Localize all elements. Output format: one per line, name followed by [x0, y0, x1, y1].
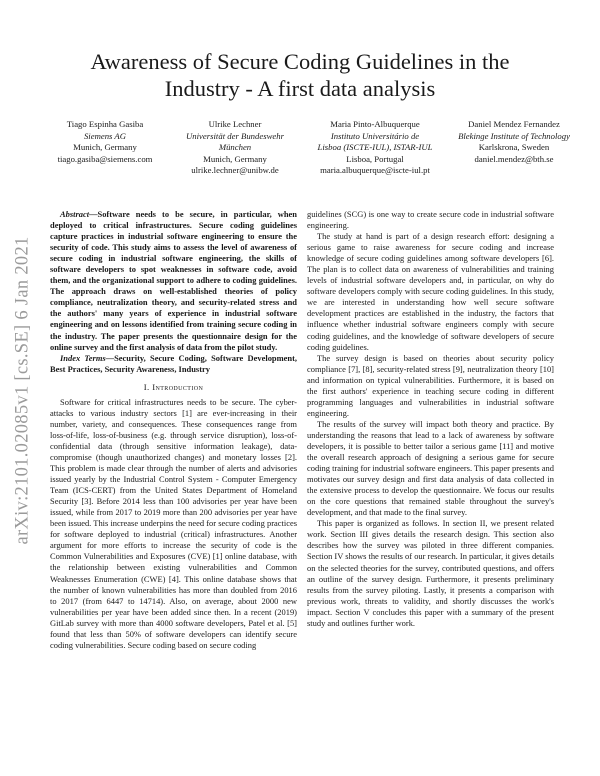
- section-heading: [50, 382, 297, 393]
- author-name: Maria Pinto-Albuquerque: [330, 119, 420, 129]
- paragraph: The results of the survey will impact both theory and practice. By understanding the reasons that lead to a lack of awareness by software developers, it is possible to better tailor a serious game [11] and motive the overall research approach of designing a serious game for secure coding training for industrial software engineers. This paper presents and motivates our survey design and first data analysis of data collected in the extensive process to develop the questionnaire. We focus our results on the core questions that remained stable throughout the survey's development, and that made to the final survey.: [307, 418, 554, 518]
- author-1: [40, 119, 170, 165]
- author-affiliation: Universität der Bundeswehr: [186, 130, 284, 141]
- section-number: I.: [143, 381, 150, 392]
- paper-title: Awareness of Secure Coding Guidelines in the Industry - A first data analysis: [90, 49, 510, 101]
- abstract-label: Abstract: [60, 209, 90, 219]
- author-name: Tiago Espinha Gasiba: [66, 119, 144, 129]
- author-3: [305, 119, 445, 177]
- author-affiliation: Siemens AG: [83, 130, 127, 141]
- author-2: [170, 119, 300, 177]
- right-column: [307, 209, 554, 629]
- author-location: Karlskrona, Sweden: [478, 142, 550, 153]
- author-affiliation: Instituto Universitário de: [330, 130, 420, 141]
- index-terms-label: Index Terms: [60, 352, 106, 363]
- author-email: tiago.gasiba@siemens.com: [57, 153, 153, 164]
- author-email: ulrike.lechner@unibw.de: [191, 165, 279, 176]
- paragraph: The survey design is based on theories about security policy compliance [7], [8], security-related stress [9], neutralization theory [10] and information on typical vulnerabilities. Furthermore, it is based on the first authors' experience in teaching secure coding in different programming languages and vulnerabilities in industrial software engineering.: [307, 352, 554, 418]
- paragraph: Software for critical infrastructures needs to be secure. The cyber-attacks to various industry sectors [1] are ever-increasing in their number, variety, and consequences. These consequences range from loss-of-life, loss-of-business (e.g. through service disruption), loss-of-confidential data (through sensitive information leakage), data-compromise (though unauthorized changes) and monetary losses [2]. This problem is made clear through the number of alerts and advisories issued yearly by the Industrial Control System - Computer Emergency Team (ICS-CERT) from the United States Department of Homeland Security [3]. Before 2014 less than 100 advisories per year have been issued, while from 2017 to 2019 more than 200 advisories per year have been issued. This increase underpins the need for secure coding practices for software deployed to industrial (critical) infrastructures. Another argument for more efforts to increase the security of code is the Common Vulnerabilities and Exposures (CVE) [1] online database, with the relationship between existing vulnerabilities and Common Weaknesses Enumeration (CWE) [4]. This online database shows that the number of known vulnerabilities has more than doubled from 2016 to 2017 (from 6447 to 14714). Also, on average, about 2000 new vulnerabilities per year have been added since then. In a recent (2019) GitLab survey with more than 4000 software developers, Patel et al. [5] found that less than 50% of software developers can identify secure coding vulnerabilities. Secure coding based on secure coding: [50, 396, 297, 650]
- author-affiliation: Blekinge Institute of Technology: [458, 130, 570, 141]
- author-email: daniel.mendez@bth.se: [474, 153, 554, 164]
- author-location: Munich, Germany: [203, 153, 267, 164]
- abstract: [50, 209, 297, 353]
- author-name: Ulrike Lechner: [208, 119, 262, 129]
- author-email: maria.albuquerque@iscte-iul.pt: [320, 165, 430, 176]
- author-affiliation-line2: München: [218, 142, 252, 153]
- index-terms: [50, 353, 297, 375]
- index-terms-text: —Security, Secure Coding, Software Development, Best Practices, Security Awareness, Industry: [50, 352, 297, 374]
- author-location: Munich, Germany: [73, 142, 137, 153]
- paragraph: This paper is organized as follows. In section II, we present related work. Section III gives details the research design. This section also describes how the survey was piloted in three different companies. Section IV shows the results of our research. In particular, it gives details on the selected theories for the survey, contributed questions, and offers an outline of the survey design. Furthermore, it presents preliminary results from the survey piloting. Lastly, it presents a comparison with previous work, threats to validity, and shortly discusses the work's impact. Section V concludes this paper with a summary of the present study and outlines further work.: [307, 518, 554, 628]
- abstract-text: —Software needs to be secure, in particular, when deployed to critical infrastructures. Secure coding guidelines capture practices in industrial software engineering to ensure the security of code. This study aims to assess the level of awareness of secure coding in industrial software engineering, the skills of software developers to spot weaknesses in software code, avoid them, and the organizational support to adhere to coding guidelines. The approach draws on well-established theories of policy compliance, neutralization theory, and security-related stress and the authors' many years of experience in industrial software engineering and on lessons identified from training secure coding in the industry. The paper presents the questionnaire design for the online survey and the first analysis of data from the pilot study.: [50, 209, 297, 352]
- author-name: Daniel Mendez Fernandez: [468, 119, 560, 129]
- author-4: [440, 119, 588, 165]
- paragraph: The study at hand is part of a design research effort: designing a serious game to raise awareness for secure coding and increase knowledge of secure coding guidelines among software developers [6]. The plan is to collect data on awareness of vulnerabilities and training levels of industrial software developers and, in particular, on why do software developers comply with secure coding guidelines. In this study, we are interested in understanding how well secure software development practices are established in the industry, the factors that influence whether industrial software engineers comply with secure coding guidelines, and the knowledge of software developers of secure coding guidelines.: [307, 231, 554, 352]
- paragraph: guidelines (SCG) is one way to create secure code in industrial software engineering.: [307, 209, 554, 231]
- section-title-text: Introduction: [152, 381, 204, 392]
- arxiv-stamp: arXiv:2101.02085v1 [cs.SE] 6 Jan 2021: [12, 236, 33, 545]
- author-affiliation-line2: Lisboa (ISCTE-IUL), ISTAR-IUL: [317, 142, 433, 153]
- left-column: [50, 209, 297, 651]
- author-location: Lisboa, Portugal: [346, 153, 404, 164]
